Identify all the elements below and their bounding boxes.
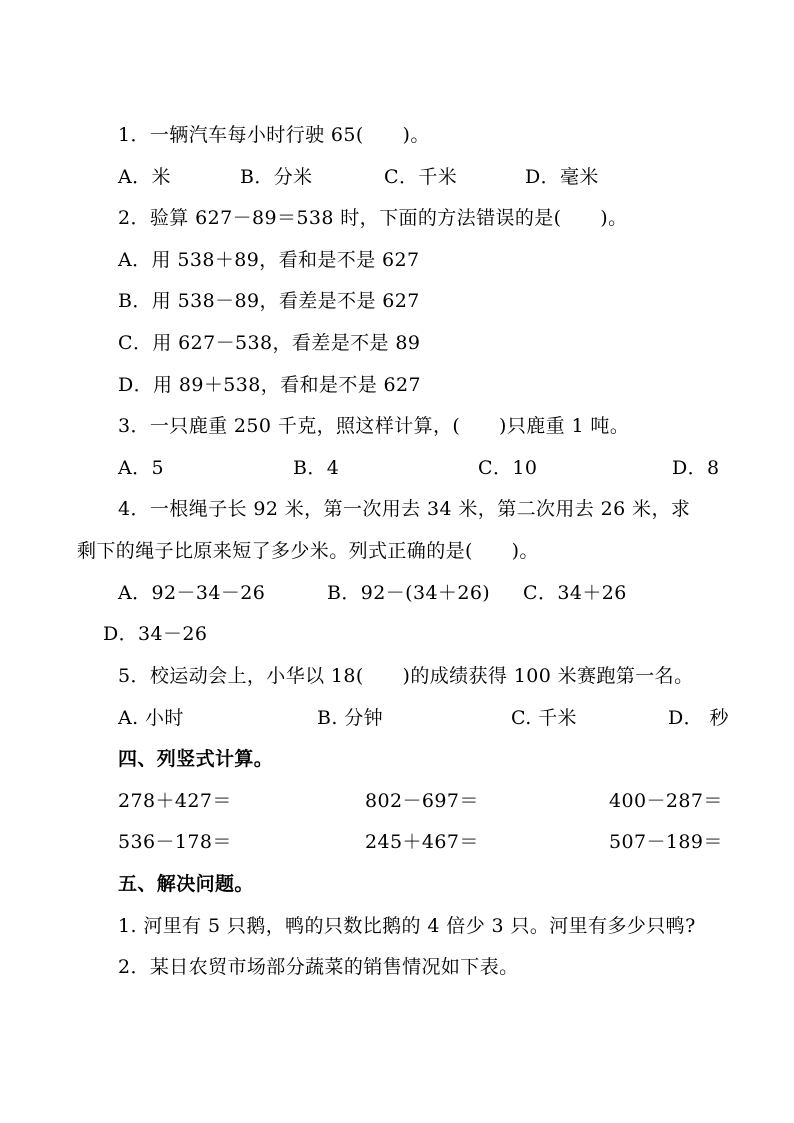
question-4-option-d: D．34－26 [103,623,208,645]
question-5-option-c: C. 千米 [511,707,577,729]
question-1-option-b: B．分米 [240,166,313,188]
question-4-option-b: B．92－(34＋26) [327,582,491,604]
question-4-stem-line-1: 4．一根绳子长 92 米，第一次用去 34 米，第二次用去 26 米，求 [118,498,691,520]
expression-1: 278＋427＝ [118,790,232,812]
expression-5: 245＋467＝ [365,831,479,853]
expression-6: 507－189＝ [609,831,723,853]
question-4-stem-line-2: 剩下的绳子比原来短了多少米。列式正确的是( )。 [77,540,539,562]
question-3-stem: 3．一只鹿重 250 千克，照这样计算，( )只鹿重 1 吨。 [118,415,630,437]
question-3-option-a: A．5 [118,457,165,479]
question-3-option-d: D．8 [672,457,720,479]
question-2-option-a: A．用 538＋89，看和是不是 627 [118,249,420,271]
question-3-option-b: B．4 [293,457,340,479]
section-5-title: 五、解决问题。 [118,873,254,895]
question-3-option-c: C．10 [478,457,538,479]
question-2-option-b: B．用 538－89，看差是不是 627 [118,290,420,312]
section-4-title: 四、列竖式计算。 [118,748,274,770]
question-2-stem: 2．验算 627－89＝538 时，下面的方法错误的是( )。 [118,207,628,229]
question-1-stem: 1．一辆汽车每小时行驶 65( )。 [118,124,430,146]
question-5-option-d: D． 秒 [668,707,729,729]
problem-1: 1. 河里有 5 只鹅，鸭的只数比鹅的 4 倍少 3 只。河里有多少只鸭? [118,915,696,937]
question-2-option-d: D．用 89＋538，看和是不是 627 [118,374,422,396]
expression-2: 802－697＝ [365,790,479,812]
question-5-stem: 5．校运动会上，小华以 18( )的成绩获得 100 米赛跑第一名。 [118,665,694,687]
question-4-option-a: A．92－34－26 [118,582,266,604]
expression-3: 400－287＝ [609,790,723,812]
question-1-option-d: D．毫米 [525,166,599,188]
question-1-option-a: A．米 [118,166,171,188]
expression-4: 536－178＝ [118,831,232,853]
question-2-option-c: C．用 627－538，看差是不是 89 [118,332,421,354]
question-4-option-c: C．34＋26 [523,582,627,604]
question-5-option-a: A. 小时 [118,707,184,729]
question-1-option-c: C．千米 [384,166,458,188]
question-5-option-b: B. 分钟 [317,707,384,729]
problem-2: 2．某日农贸市场部分蔬菜的销售情况如下表。 [118,956,519,978]
